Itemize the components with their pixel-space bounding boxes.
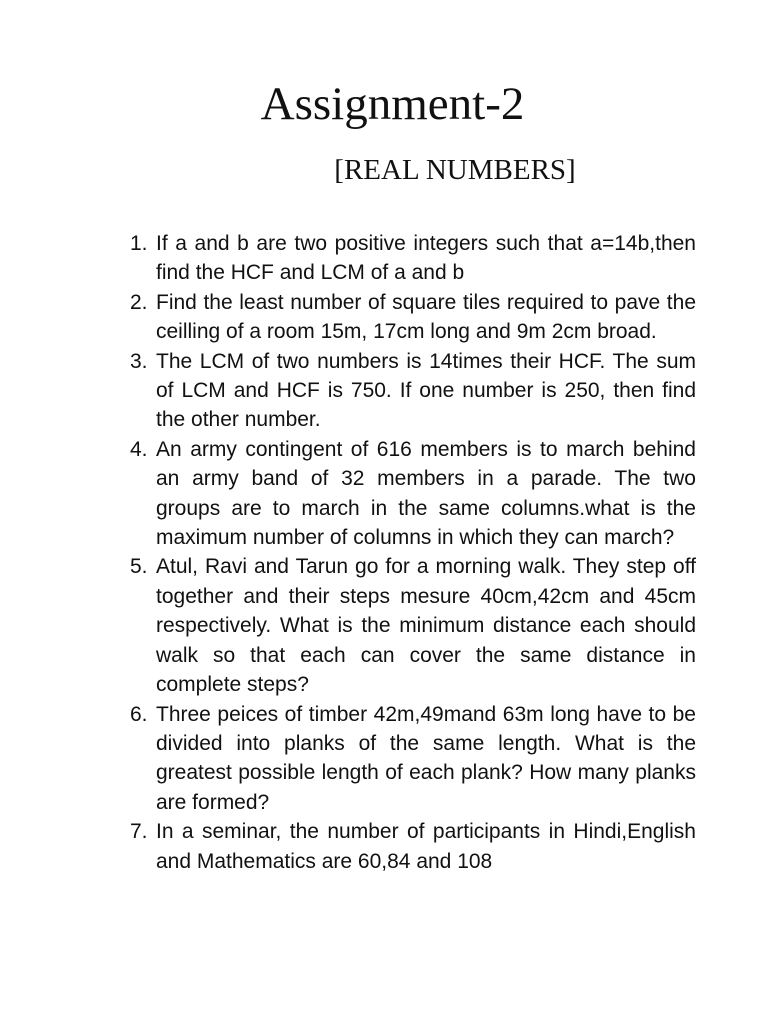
question-text: In a seminar, the number of participants in Hindi,English and Mathematics are 60,84 and 108 bbox=[156, 820, 696, 873]
question-item bbox=[130, 229, 696, 288]
question-number: 5. bbox=[130, 555, 148, 579]
question-item bbox=[130, 347, 696, 435]
question-text: The LCM of two numbers is 14times their HCF. The sum of LCM and HCF is 750. If one number is 250, then find the other number. bbox=[156, 349, 696, 432]
question-number: 2. bbox=[130, 290, 148, 314]
question-text: Three peices of timber 42m,49mand 63m long have to be divided into planks of the same length. What is the greatest possible length of each plank? How many planks are formed? bbox=[156, 702, 696, 814]
question-text: Atul, Ravi and Tarun go for a morning walk. They step off together and their steps mesure 40cm,42cm and 45cm respectively. What is the minimum distance each should walk so that each can cover the same distance in complete steps? bbox=[156, 555, 696, 697]
question-item bbox=[130, 700, 696, 818]
question-number: 6. bbox=[130, 702, 148, 726]
question-item bbox=[130, 552, 696, 699]
page-subtitle: [REAL NUMBERS] bbox=[334, 154, 576, 186]
question-item bbox=[130, 435, 696, 553]
question-number: 4. bbox=[130, 437, 148, 461]
question-item bbox=[130, 817, 696, 876]
question-text: An army contingent of 616 members is to march behind an army band of 32 members in a parade. The two groups are to march in the same columns.what is the maximum number of columns in which they can march? bbox=[156, 437, 696, 550]
question-number: 1. bbox=[130, 232, 148, 255]
question-item bbox=[130, 288, 696, 347]
question-text: If a and b are two positive integers such that a=14b,then find the HCF and LCM of a and b bbox=[156, 232, 696, 285]
question-list bbox=[130, 229, 696, 949]
question-number: 3. bbox=[130, 349, 148, 373]
page-title: Assignment-2 bbox=[260, 78, 525, 130]
question-number: 7. bbox=[130, 820, 148, 844]
question-text: Find the least number of square tiles required to pave the ceilling of a room 15m, 17cm long and 9m 2cm broad. bbox=[156, 290, 696, 344]
